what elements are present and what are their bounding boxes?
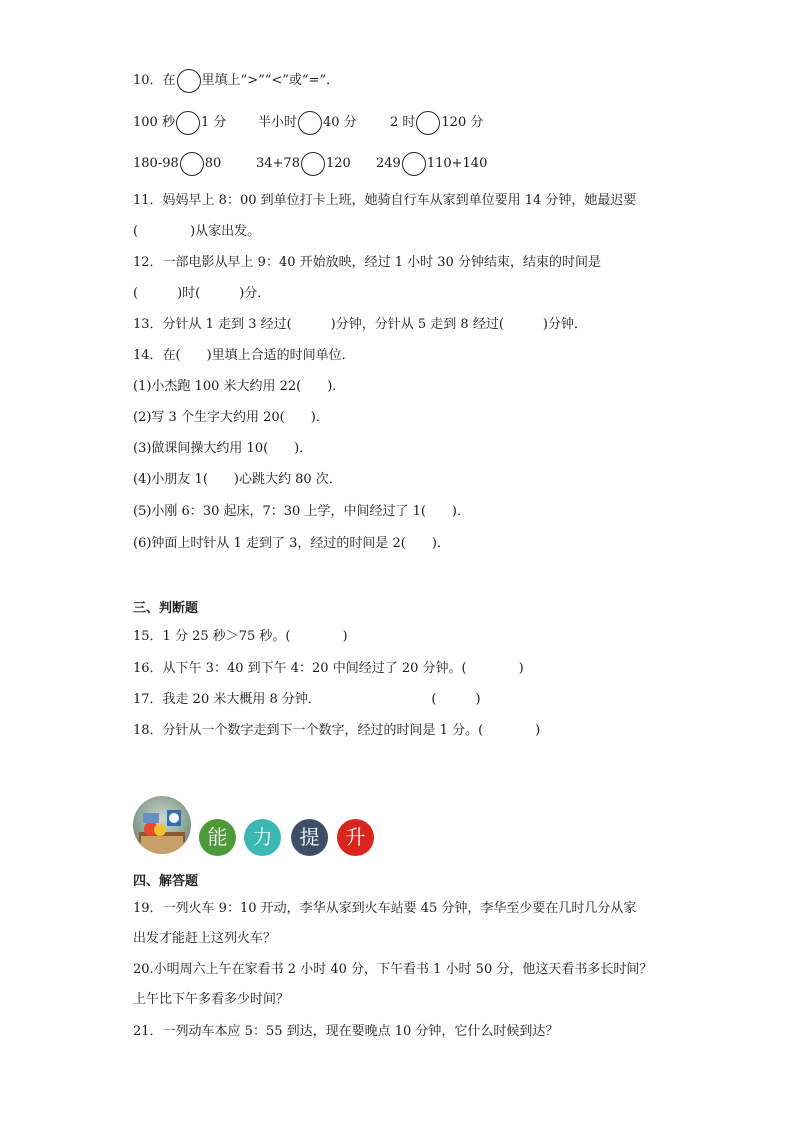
compare-left: 34+78 xyxy=(256,156,300,171)
q10-heading xyxy=(133,68,339,94)
compare-left: 249 xyxy=(376,156,401,171)
q12-line-2: ( )时( )分． xyxy=(133,286,271,301)
q17-line: 17．我走 20 米大概用 8 分钟． ( ) xyxy=(133,692,481,707)
answer-circle[interactable] xyxy=(180,152,204,176)
compare-item xyxy=(133,110,226,136)
answer-circle[interactable] xyxy=(301,152,325,176)
compare-right: 40 分 xyxy=(323,115,357,130)
answer-circle[interactable] xyxy=(402,152,426,176)
q19-line-2: 出发才能赶上这列火车？ xyxy=(133,931,277,946)
badge-ti: 提 xyxy=(291,819,328,856)
q10-suffix: 里填上“>”“<”或“=”． xyxy=(201,73,340,88)
q21-line: 21．一列动车本应 5：55 到达，现在要晚点 10 分钟，它什么时候到达？ xyxy=(133,1024,559,1039)
compare-left: 180-98 xyxy=(133,156,179,171)
compare-right: 80 xyxy=(204,156,222,171)
section-3-title: 三、判断题 xyxy=(133,601,199,616)
answer-circle[interactable] xyxy=(416,111,440,135)
q14-item-4: (4)小朋友 1( )心跳大约 80 次． xyxy=(133,472,342,487)
compare-left: 半小时 xyxy=(258,115,298,130)
compare-left: 2 时 xyxy=(390,115,416,130)
q14-heading: 14．在( )里填上合适的时间单位． xyxy=(133,348,355,363)
q11-line-1: 11．妈妈早上 8：00 到单位打卡上班，她骑自行车从家到单位要用 14 分钟，她最迟要 xyxy=(133,193,637,208)
badge-sheng: 升 xyxy=(337,819,374,856)
compare-right: 1 分 xyxy=(200,115,227,130)
q13-line: 13．分针从 1 走到 3 经过( )分钟，分针从 5 走到 8 经过( )分钟． xyxy=(133,317,587,332)
q14-item-1: (1)小杰跑 100 米大约用 22( )． xyxy=(133,379,346,394)
q11-line-2: ( )从家出发。 xyxy=(133,224,261,239)
q19-line-1: 19．一列火车 9：10 开动，李华从家到火车站要 45 分钟，李华至少要在几时几分从家 xyxy=(133,901,637,916)
compare-right: 110+140 xyxy=(426,156,488,171)
q14-item-2: (2)写 3 个生字大约用 20( )． xyxy=(133,410,329,425)
q10-prefix: 10．在 xyxy=(133,73,176,88)
q14-item-3: (3)做课间操大约用 10( )． xyxy=(133,441,313,456)
q12-line-1: 12．一部电影从早上 9：40 开始放映，经过 1 小时 30 分钟结束，结束的时间是 xyxy=(133,255,601,270)
q14-item-6: (6)钟面上时针从 1 走到了 3，经过的时间是 2( )． xyxy=(133,536,450,551)
answer-circle[interactable] xyxy=(176,111,200,135)
compare-item xyxy=(133,151,221,177)
compare-item xyxy=(258,110,357,136)
compare-left: 100 秒 xyxy=(133,115,175,130)
badge-neng: 能 xyxy=(199,819,236,856)
answer-circle[interactable] xyxy=(177,69,201,93)
q20-line-1: 20.小明周六上午在家看书 2 小时 40 分，下午看书 1 小时 50 分，他这天看书多长时间？ xyxy=(133,962,653,977)
compare-right: 120 xyxy=(325,156,351,171)
compare-item xyxy=(376,151,487,177)
section-4-title: 四、解答题 xyxy=(133,874,199,889)
answer-circle[interactable] xyxy=(298,111,322,135)
q16-line: 16．从下午 3：40 到下午 4：20 中间经过了 20 分钟。( ) xyxy=(133,661,524,676)
badge-li: 力 xyxy=(244,819,281,856)
q20-line-2: 上午比下午多看多少时间？ xyxy=(133,992,290,1007)
compare-item xyxy=(390,110,483,136)
q14-item-5: (5)小刚 6：30 起床，7：30 上学，中间经过了 1( )． xyxy=(133,504,470,519)
compare-right: 120 分 xyxy=(441,115,484,130)
compare-item xyxy=(256,151,351,177)
q15-line: 15．1 分 25 秒＞75 秒。( ) xyxy=(133,629,348,644)
classroom-logo-icon xyxy=(133,796,191,854)
q18-line: 18．分针从一个数字走到下一个数字，经过的时间是 1 分。( ) xyxy=(133,723,541,738)
